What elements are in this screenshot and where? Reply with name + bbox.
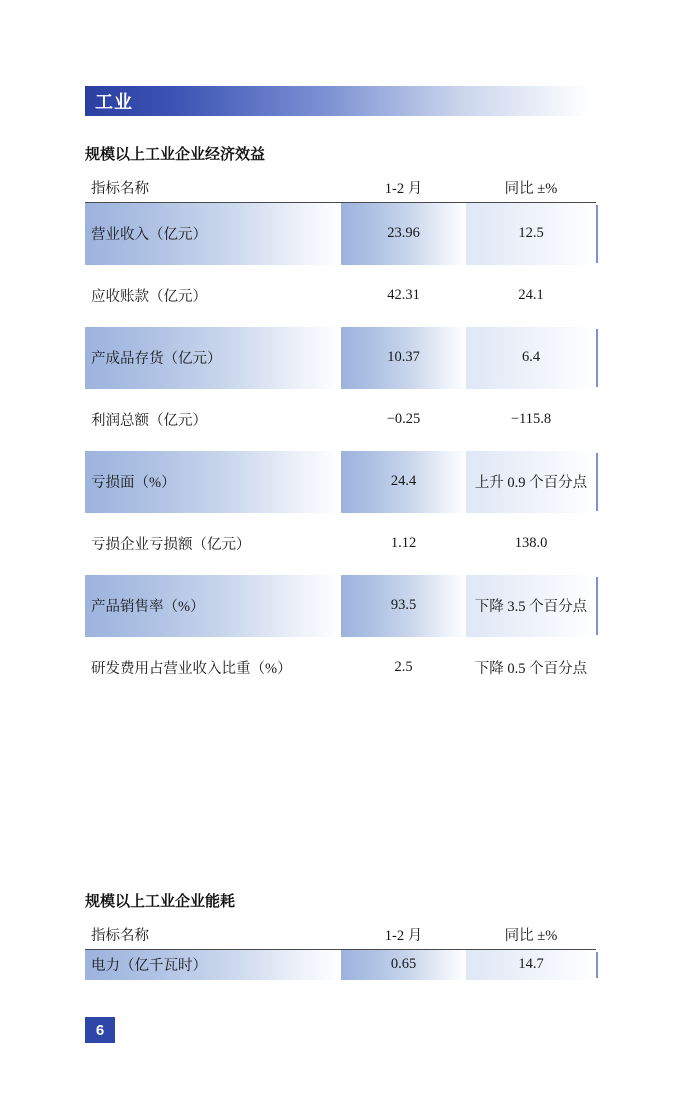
- row-value: 42.31: [387, 287, 420, 303]
- row-value: 24.4: [341, 451, 466, 513]
- table-row: [85, 389, 596, 451]
- row-value: 93.5: [341, 575, 466, 637]
- efficiency-table: [85, 172, 596, 699]
- column-header-period: 1-2 月: [341, 172, 466, 203]
- table-header: [85, 172, 596, 203]
- row-label: 应收账款（亿元）: [91, 289, 207, 305]
- column-header-name: 指标名称: [85, 172, 341, 203]
- table-row: [85, 265, 596, 327]
- row-yoy: 24.1: [518, 287, 544, 303]
- row-yoy: 12.5: [466, 203, 596, 265]
- table-row: [85, 513, 596, 575]
- row-value: 0.65: [341, 950, 466, 980]
- table-row: [85, 950, 596, 980]
- table-row: [85, 327, 596, 389]
- table-row: [85, 575, 596, 637]
- column-header-name: 指标名称: [85, 919, 341, 950]
- table-row: [85, 637, 596, 699]
- row-value: −0.25: [386, 411, 421, 427]
- section-banner: [85, 86, 590, 116]
- column-header-period: 1-2 月: [341, 919, 466, 950]
- section-title: 工业: [95, 92, 133, 112]
- row-label: 产成品存货（亿元）: [85, 327, 341, 389]
- row-value: 23.96: [341, 203, 466, 265]
- row-label: 研发费用占营业收入比重（%）: [91, 661, 292, 677]
- row-label: 利润总额（亿元）: [91, 413, 207, 429]
- column-header-yoy: 同比 ±%: [466, 919, 596, 950]
- row-label: 亏损企业亏损额（亿元）: [91, 537, 251, 553]
- row-yoy: 6.4: [466, 327, 596, 389]
- row-yoy: −115.8: [510, 411, 552, 427]
- table-title-energy: 规模以上工业企业能耗: [85, 893, 236, 910]
- table-block-energy: [85, 890, 590, 980]
- energy-table: [85, 919, 596, 980]
- row-yoy: 下降 0.5 个百分点: [474, 661, 588, 677]
- row-yoy: 上升 0.9 个百分点: [466, 451, 596, 513]
- page-number: 6: [85, 1017, 115, 1043]
- table-block-efficiency: [85, 143, 590, 699]
- row-yoy: 14.7: [466, 950, 596, 980]
- row-label: 产品销售率（%）: [85, 575, 341, 637]
- table-header-row: [85, 919, 596, 950]
- table-row: [85, 451, 596, 513]
- column-header-yoy: 同比 ±%: [466, 172, 596, 203]
- table-row: [85, 203, 596, 265]
- row-label: 亏损面（%）: [85, 451, 341, 513]
- table-header: [85, 919, 596, 950]
- row-value: 1.12: [390, 535, 417, 551]
- row-yoy: 下降 3.5 个百分点: [466, 575, 596, 637]
- table-body: [85, 950, 596, 980]
- row-value: 2.5: [394, 659, 413, 675]
- table-title-efficiency: 规模以上工业企业经济效益: [85, 146, 266, 163]
- row-label: 营业收入（亿元）: [85, 203, 341, 265]
- table-body: [85, 203, 596, 699]
- row-label: 电力（亿千瓦时）: [85, 950, 341, 980]
- row-yoy: 138.0: [514, 535, 548, 551]
- table-header-row: [85, 172, 596, 203]
- row-value: 10.37: [341, 327, 466, 389]
